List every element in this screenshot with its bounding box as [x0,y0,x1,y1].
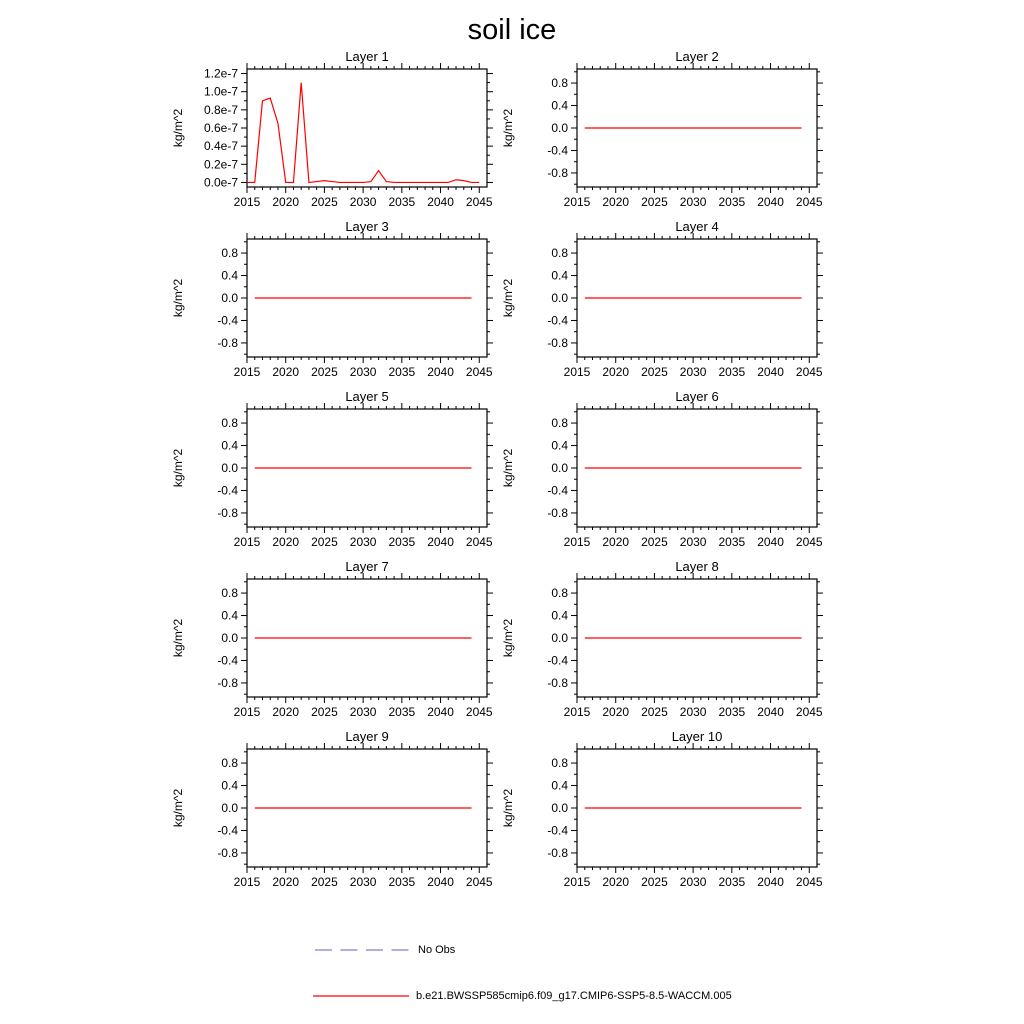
y-axis-label: kg/m^2 [501,278,515,318]
x-tick-label: 2040 [427,705,454,719]
y-tick-label: 0.8 [221,416,238,431]
x-tick-label: 2015 [233,705,261,719]
x-tick-label: 2035 [718,195,746,209]
y-tick-label: 0.0 [551,461,568,475]
chart-title: soil ice [467,14,557,46]
x-tick-label: 2025 [311,535,338,549]
y-tick-label: -0.8 [547,335,568,350]
x-tick-label: 2035 [718,535,746,549]
y-tick-label: 0.4 [221,438,238,453]
y-tick-label: -0.4 [217,653,238,668]
x-tick-label: 2035 [388,875,416,889]
y-tick-label: 0.8 [221,586,238,601]
x-tick-label: 2015 [233,535,261,549]
x-tick-label: 2030 [349,195,377,209]
x-tick-label: 2015 [233,195,261,209]
x-tick-label: 2030 [349,535,377,549]
y-tick-label: 0.8 [551,586,568,601]
x-tick-label: 2045 [465,365,493,379]
y-axis-label: kg/m^2 [171,278,185,318]
y-axis-label: kg/m^2 [171,448,185,488]
legend-model [313,990,732,1002]
y-tick-label: 0.8 [551,416,568,431]
y-tick-label: 0.4 [221,268,238,283]
x-tick-label: 2045 [795,875,823,889]
y-tick-label: 0.0 [221,801,238,815]
y-tick-label: -0.4 [547,313,568,328]
x-tick-label: 2040 [757,705,784,719]
y-tick-label: 0.8e-7 [203,102,238,117]
y-tick-label: 0.0 [551,121,568,135]
x-tick-label: 2035 [388,365,416,379]
x-tick-label: 2040 [757,195,784,209]
panel-title: Layer 4 [675,219,719,234]
x-tick-label: 2020 [602,365,630,379]
y-tick-label: 1.2e-7 [203,66,238,81]
x-tick-label: 2015 [563,365,591,379]
panel-layer-2 [492,49,822,219]
plot-box [247,69,487,187]
y-tick-label: -0.8 [547,675,568,690]
series-line [247,83,479,183]
x-tick-label: 2015 [233,875,261,889]
x-tick-label: 2030 [349,875,377,889]
x-tick-label: 2045 [465,535,493,549]
x-tick-label: 2030 [349,365,377,379]
x-tick-label: 2020 [602,705,630,719]
x-tick-label: 2045 [795,535,823,549]
panel-layer-8 [492,559,822,729]
y-tick-label: 0.8 [551,76,568,91]
x-tick-label: 2030 [679,535,707,549]
y-tick-label: 1.0e-7 [203,84,238,99]
x-tick-label: 2035 [388,705,416,719]
panel-title: Layer 10 [671,729,723,744]
panel-layer-9 [162,729,492,899]
x-tick-label: 2030 [679,195,707,209]
y-axis-label: kg/m^2 [171,788,185,828]
panel-layer-1 [162,49,492,219]
y-tick-label: 0.0 [551,291,568,305]
panel-layer-5 [162,389,492,559]
y-tick-label: -0.8 [547,505,568,520]
y-axis-label: kg/m^2 [501,788,515,828]
x-tick-label: 2020 [272,535,300,549]
y-tick-label: -0.8 [547,845,568,860]
x-tick-label: 2015 [563,195,591,209]
y-tick-label: -0.8 [217,335,238,350]
y-tick-label: 0.4 [551,438,568,453]
x-tick-label: 2025 [641,875,668,889]
panel-title: Layer 2 [675,49,719,64]
x-tick-label: 2045 [795,705,823,719]
x-tick-label: 2035 [718,875,746,889]
x-tick-label: 2030 [679,365,707,379]
y-tick-label: 0.4e-7 [203,139,238,154]
x-tick-label: 2020 [602,875,630,889]
x-tick-label: 2035 [388,195,416,209]
y-tick-label: -0.8 [217,845,238,860]
y-tick-label: 0.4 [221,608,238,623]
x-tick-label: 2015 [563,535,591,549]
x-tick-label: 2025 [311,875,338,889]
x-tick-label: 2045 [465,705,493,719]
x-tick-label: 2025 [311,195,338,209]
x-tick-label: 2025 [641,365,668,379]
x-tick-label: 2020 [272,365,300,379]
y-tick-label: -0.4 [217,823,238,838]
y-tick-label: 0.8 [221,246,238,261]
x-tick-label: 2030 [679,705,707,719]
y-tick-label: -0.4 [547,653,568,668]
panel-title: Layer 3 [345,219,389,234]
y-tick-label: -0.8 [217,505,238,520]
panel-layer-4 [492,219,822,389]
legend-no-obs [315,944,455,956]
y-tick-label: 0.4 [551,98,568,113]
x-tick-label: 2040 [757,365,784,379]
panel-title: Layer 1 [345,49,389,64]
y-tick-label: -0.8 [547,165,568,180]
x-tick-label: 2025 [311,365,338,379]
x-tick-label: 2025 [641,535,668,549]
x-tick-label: 2035 [718,365,746,379]
x-tick-label: 2015 [563,705,591,719]
y-tick-label: 0.6e-7 [203,121,238,135]
x-tick-label: 2045 [465,195,493,209]
y-tick-label: 0.0 [221,631,238,645]
x-tick-label: 2040 [757,535,784,549]
x-tick-label: 2040 [427,535,454,549]
y-tick-label: 0.4 [221,778,238,793]
panel-layer-7 [162,559,492,729]
panel-layer-3 [162,219,492,389]
x-tick-label: 2040 [427,195,454,209]
x-tick-label: 2045 [465,875,493,889]
panel-title: Layer 8 [675,559,719,574]
y-tick-label: -0.4 [217,483,238,498]
no-obs-line-icon [315,947,411,953]
panel-title: Layer 9 [345,729,389,744]
panel-title: Layer 7 [345,559,389,574]
y-axis-label: kg/m^2 [171,108,185,148]
x-tick-label: 2030 [679,875,707,889]
y-tick-label: 0.0 [551,631,568,645]
y-tick-label: 0.2e-7 [203,157,238,172]
y-tick-label: 0.0 [221,291,238,305]
x-tick-label: 2025 [311,705,338,719]
y-axis-label: kg/m^2 [171,618,185,658]
y-tick-label: -0.8 [217,675,238,690]
x-tick-label: 2015 [233,365,261,379]
x-tick-label: 2020 [272,195,300,209]
y-tick-label: 0.4 [551,608,568,623]
panel-layer-10 [492,729,822,899]
model-line-icon [313,993,409,999]
y-tick-label: 0.8 [551,246,568,261]
x-tick-label: 2020 [272,875,300,889]
x-tick-label: 2035 [388,535,416,549]
x-tick-label: 2040 [427,365,454,379]
x-tick-label: 2045 [795,195,823,209]
y-tick-label: 0.0e-7 [203,175,238,190]
y-tick-label: -0.4 [547,823,568,838]
legend-model-label: b.e21.BWSSP585cmip6.f09_g17.CMIP6-SSP5-8.5-WACCM.005 [416,990,732,1002]
x-tick-label: 2035 [718,705,746,719]
y-tick-label: 0.8 [551,756,568,771]
x-tick-label: 2025 [641,705,668,719]
y-axis-label: kg/m^2 [501,618,515,658]
x-tick-label: 2040 [757,875,784,889]
x-tick-label: 2045 [795,365,823,379]
x-tick-label: 2015 [563,875,591,889]
x-tick-label: 2020 [272,705,300,719]
x-tick-label: 2020 [602,195,630,209]
x-tick-label: 2025 [641,195,668,209]
panel-layer-6 [492,389,822,559]
panel-title: Layer 5 [345,389,389,404]
y-tick-label: 0.0 [551,801,568,815]
x-tick-label: 2020 [602,535,630,549]
y-tick-label: -0.4 [547,483,568,498]
panel-title: Layer 6 [675,389,719,404]
legend-no-obs-label: No Obs [418,944,456,956]
y-tick-label: -0.4 [547,143,568,158]
x-tick-label: 2040 [427,875,454,889]
y-axis-label: kg/m^2 [501,448,515,488]
panels-grid [162,49,1024,899]
y-tick-label: -0.4 [217,313,238,328]
y-tick-label: 0.8 [221,756,238,771]
y-tick-label: 0.0 [221,461,238,475]
y-tick-label: 0.4 [551,268,568,283]
y-axis-label: kg/m^2 [501,108,515,148]
x-tick-label: 2030 [349,705,377,719]
y-tick-label: 0.4 [551,778,568,793]
